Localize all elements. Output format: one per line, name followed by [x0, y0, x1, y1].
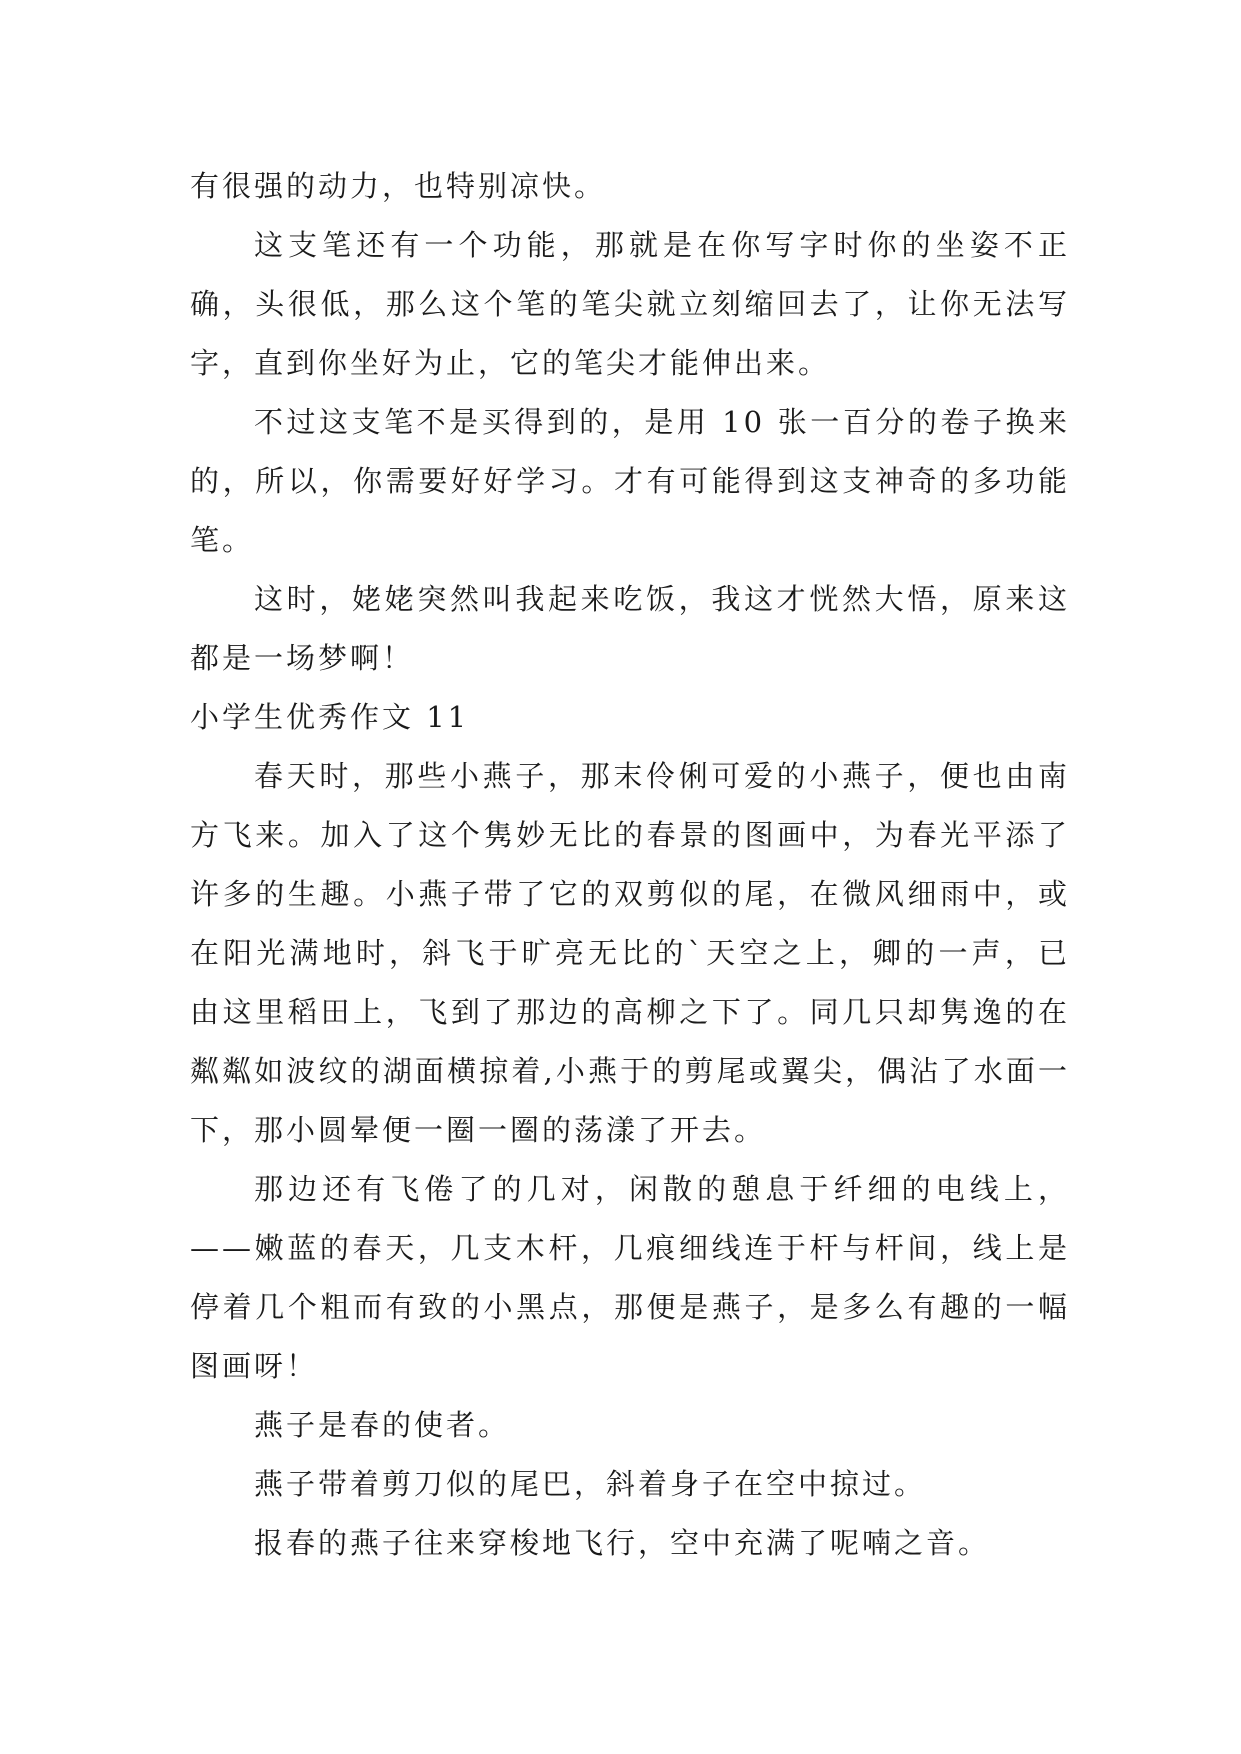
- paragraph-pen-function: 这支笔还有一个功能，那就是在你写字时你的坐姿不正确，头很低，那么这个笔的笔尖就立刻缩回去了，让你无法写字，直到你坐好为止，它的笔尖才能伸出来。: [190, 228, 1070, 380]
- paragraph-continuation: 有很强的动力，也特别凉快。: [190, 169, 607, 203]
- paragraph-chirping: 报春的燕子往来穿梭地飞行，空中充满了呢喃之音。: [254, 1526, 991, 1560]
- essay-title: 小学生优秀作文 11: [190, 700, 470, 734]
- paragraph-resting-swallows: 那边还有飞倦了的几对，闲散的憩息于纤细的电线上，——嫩蓝的春天，几支木杆，几痕细线连于杆与杆间，线上是停着几个粗而有致的小黑点，那便是燕子，是多么有趣的一幅图画呀！: [190, 1172, 1070, 1383]
- paragraph-pen-exchange: 不过这支笔不是买得到的，是用 10 张一百分的卷子换来的，所以，你需要好好学习。才有可能得到这支神奇的多功能笔。: [190, 405, 1070, 557]
- paragraph-scissor-tail: 燕子带着剪刀似的尾巴，斜着身子在空中掠过。: [254, 1467, 927, 1501]
- paragraph-dream-ending: 这时，姥姥突然叫我起来吃饭，我这才恍然大悟，原来这都是一场梦啊！: [190, 582, 1070, 675]
- paragraph-messenger: 燕子是春的使者。: [254, 1408, 511, 1442]
- document-body: [190, 157, 1070, 1573]
- paragraph-spring-swallows: 春天时，那些小燕子，那末伶俐可爱的小燕子，便也由南方飞来。加入了这个隽妙无比的春景的图画中，为春光平添了许多的生趣。小燕子带了它的双剪似的尾，在微风细雨中，或在阳光满地时，斜飞于旷亮无比的`天空之上，卿的一声，已由这里稻田上，飞到了那边的高柳之下了。同几只却隽逸的在粼粼如波纹的湖面横掠着,小燕于的剪尾或翼尖，偶沾了水面一下，那小圆晕便一圈一圈的荡漾了开去。: [190, 759, 1070, 1147]
